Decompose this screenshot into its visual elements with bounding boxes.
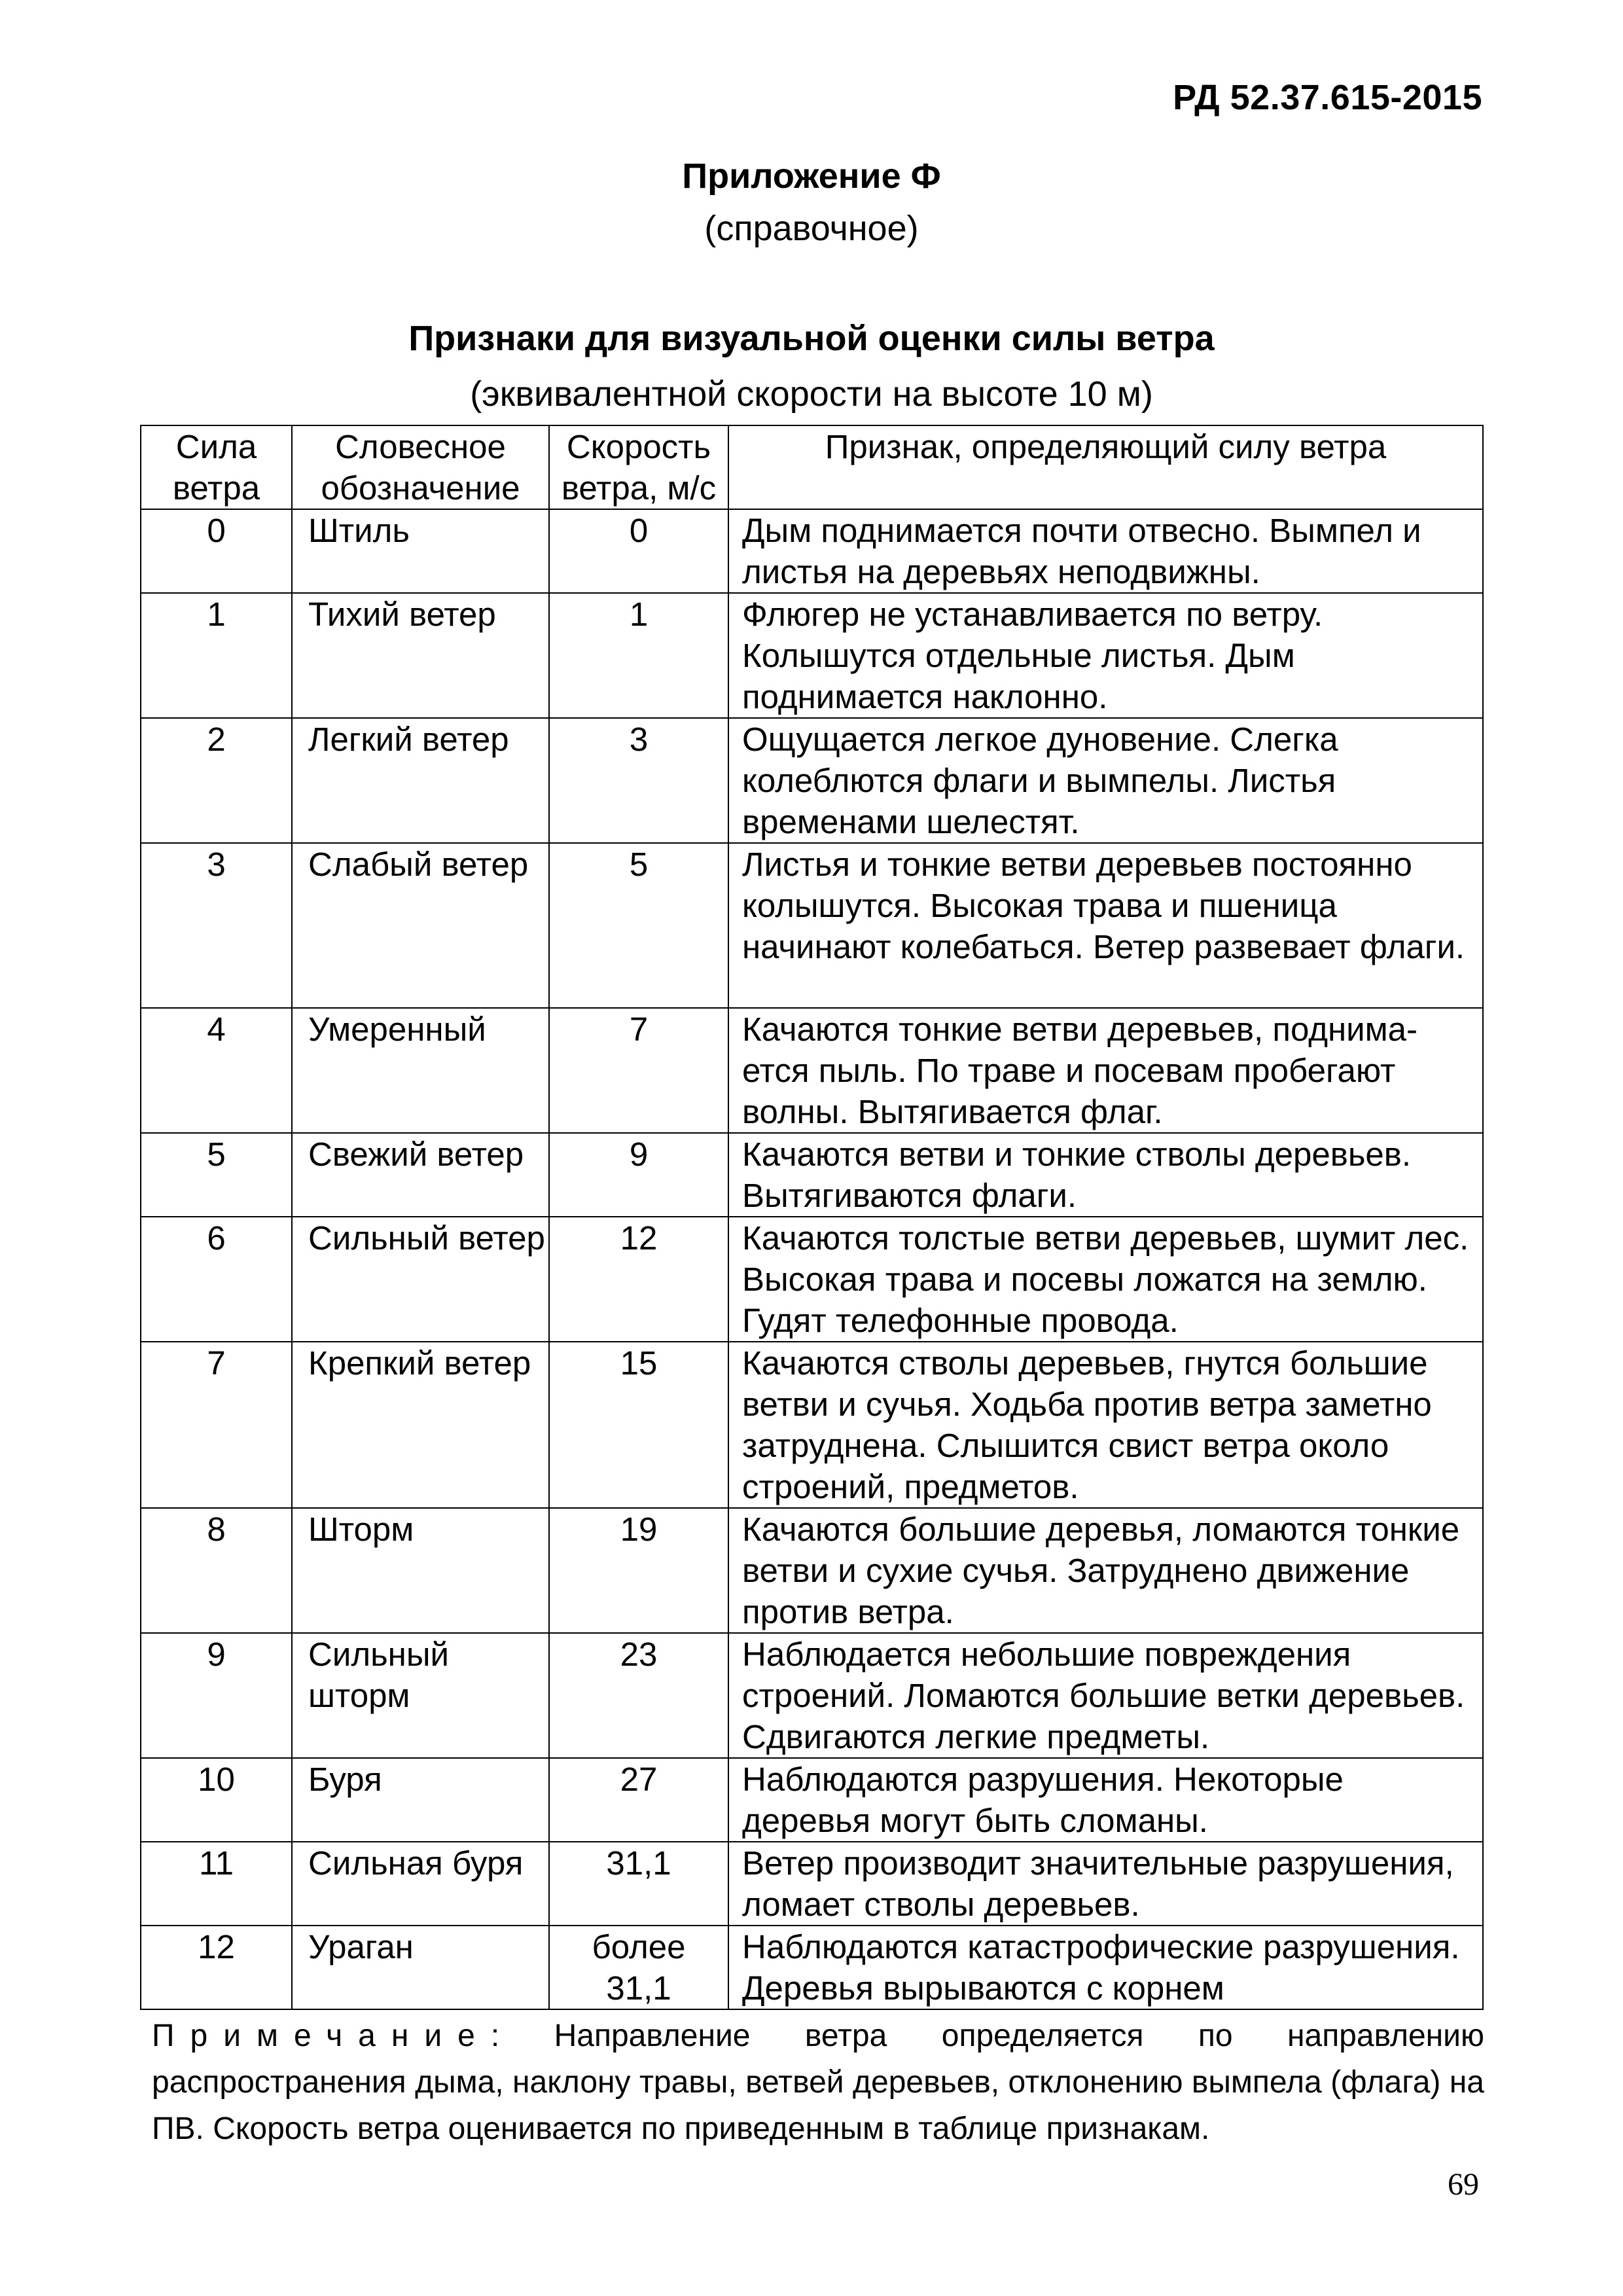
- name-cell: Крепкий ветер: [292, 1342, 549, 1508]
- speed-cell: 0: [549, 509, 728, 593]
- table-row: [141, 1133, 1483, 1217]
- speed-cell: 1: [549, 593, 728, 718]
- appendix-title: Приложение Ф: [682, 156, 941, 196]
- wind-force-table: [140, 425, 1484, 2010]
- header-name-line1: Словесное: [335, 428, 506, 465]
- speed-cell: 7: [549, 1008, 728, 1133]
- sign-cell: Флюгер не устанавливается по ветру. Колышутся отдельные листья. Дым поднимается наклонно.: [728, 593, 1483, 718]
- force-cell: 12: [141, 1926, 292, 2009]
- table-row: [141, 718, 1483, 843]
- note-text: : Направление ветра определяется по направлению распространения дыма, наклону травы, ветвей деревьев, отклонению вымпела (флага) на ПВ. Скорость ветра оценивается по приведенным в таблице признакам.: [152, 2018, 1484, 2146]
- force-cell: 9: [141, 1633, 292, 1758]
- name-cell: Тихий ветер: [292, 593, 549, 718]
- sign-cell: Наблюдаются разрушения. Некоторые деревья могут быть сломаны.: [728, 1758, 1483, 1842]
- header-speed-line1: Скорость: [566, 428, 711, 465]
- sign-cell: Качаются стволы деревьев, гнутся большие ветви и сучья. Ходьба против ветра заметно затруднена. Слышится свист ветра около строений, предметов.: [728, 1342, 1483, 1508]
- table-row: [141, 593, 1483, 718]
- sign-cell: Листья и тонкие ветви деревьев постоянно колышутся. Высокая трава и пшеница начинают колебаться. Ветер развевает флаги.: [728, 843, 1483, 1008]
- table-header-row: [141, 425, 1483, 509]
- table-row: [141, 1842, 1483, 1926]
- speed-cell: 23: [549, 1633, 728, 1758]
- force-cell: 5: [141, 1133, 292, 1217]
- sign-cell: Ветер производит значительные разрушения, ломает стволы деревьев.: [728, 1842, 1483, 1926]
- note-label: Примечание: [152, 2018, 491, 2053]
- header-speed: [549, 425, 728, 509]
- name-cell: Слабый ветер: [292, 843, 549, 1008]
- sign-cell: Дым поднимается почти отвесно. Вымпел и листья на деревьях неподвижны.: [728, 509, 1483, 593]
- sign-cell: Наблюдается небольшие повреждения строений. Ломаются большие ветки деревьев. Сдвигаются легкие предметы.: [728, 1633, 1483, 1758]
- header-force: [141, 425, 292, 509]
- speed-cell: 19: [549, 1508, 728, 1633]
- name-cell: Сильный ветер: [292, 1217, 549, 1342]
- document-code: РД 52.37.615-2015: [1173, 78, 1482, 117]
- table-row: [141, 1508, 1483, 1633]
- speed-cell: более 31,1: [549, 1926, 728, 2009]
- table-row: [141, 1758, 1483, 1842]
- force-cell: 0: [141, 509, 292, 593]
- speed-cell: 31,1: [549, 1842, 728, 1926]
- header-speed-line2: ветра, м/с: [561, 469, 717, 507]
- name-cell: Ураган: [292, 1926, 549, 2009]
- table-note: [152, 2013, 1484, 2152]
- sign-cell: Качаются большие деревья, ломаются тонкие ветви и сухие сучья. Затруднено движение против ветра.: [728, 1508, 1483, 1633]
- appendix-subtitle: (справочное): [704, 209, 919, 248]
- name-cell: Умеренный: [292, 1008, 549, 1133]
- header-name: [292, 425, 549, 509]
- speed-cell: 27: [549, 1758, 728, 1842]
- force-cell: 4: [141, 1008, 292, 1133]
- name-cell: Шторм: [292, 1508, 549, 1633]
- force-cell: 7: [141, 1342, 292, 1508]
- speed-cell: 15: [549, 1342, 728, 1508]
- page-number: 69: [1448, 2167, 1479, 2202]
- table-row: [141, 1633, 1483, 1758]
- name-cell: Сильная буря: [292, 1842, 549, 1926]
- speed-cell: 3: [549, 718, 728, 843]
- force-cell: 8: [141, 1508, 292, 1633]
- table-subtitle: (эквивалентной скорости на высоте 10 м): [470, 374, 1153, 414]
- table-title: Признаки для визуальной оценки силы ветра: [408, 319, 1215, 358]
- speed-cell: 9: [549, 1133, 728, 1217]
- sign-cell: Качаются толстые ветви деревьев, шумит лес. Высокая трава и посевы ложатся на землю. Гудят телефонные провода.: [728, 1217, 1483, 1342]
- sign-cell: Качаются ветви и тонкие стволы деревьев. Вытягиваются флаги.: [728, 1133, 1483, 1217]
- name-cell: Штиль: [292, 509, 549, 593]
- table-row: [141, 1926, 1483, 2009]
- name-cell: Легкий ветер: [292, 718, 549, 843]
- sign-cell: Качаются тонкие ветви деревьев, поднима-ется пыль. По траве и посевам пробегают волны. Вытягивается флаг.: [728, 1008, 1483, 1133]
- header-force-line1: Сила: [175, 428, 257, 465]
- force-cell: 3: [141, 843, 292, 1008]
- name-cell: Сильный шторм: [292, 1633, 549, 1758]
- table-row: [141, 509, 1483, 593]
- name-cell: Буря: [292, 1758, 549, 1842]
- table-row: [141, 1008, 1483, 1133]
- table-row: [141, 1217, 1483, 1342]
- force-cell: 6: [141, 1217, 292, 1342]
- table-row: [141, 843, 1483, 1008]
- name-cell: Свежий ветер: [292, 1133, 549, 1217]
- header-name-line2: обозначение: [321, 469, 520, 507]
- force-cell: 10: [141, 1758, 292, 1842]
- sign-cell: Ощущается легкое дуновение. Слегка колеблются флаги и вымпелы. Листья временами шелестят.: [728, 718, 1483, 843]
- sign-cell: Наблюдаются катастрофические разрушения. Деревья вырываются с корнем: [728, 1926, 1483, 2009]
- force-cell: 11: [141, 1842, 292, 1926]
- header-force-line2: ветра: [172, 469, 260, 507]
- header-sign-text: Признак, определяющий силу ветра: [825, 428, 1387, 465]
- table-row: [141, 1342, 1483, 1508]
- speed-cell: 12: [549, 1217, 728, 1342]
- force-cell: 2: [141, 718, 292, 843]
- header-sign: [728, 425, 1483, 509]
- force-cell: 1: [141, 593, 292, 718]
- speed-cell: 5: [549, 843, 728, 1008]
